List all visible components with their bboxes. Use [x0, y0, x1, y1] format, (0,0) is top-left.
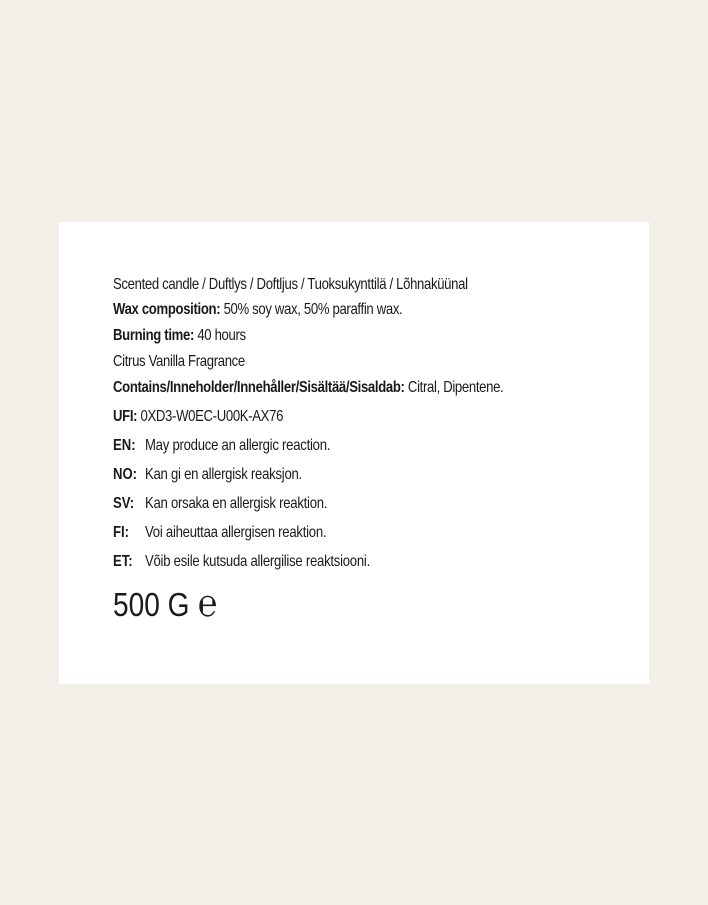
ufi-value: 0XD3-W0EC-U00K-AX76: [137, 408, 284, 425]
product-names: Scented candle / Duftlys / Doftljus / Tuoksukynttilä / Lõhnaküünal: [113, 276, 468, 293]
net-weight-value: 500 G: [113, 586, 190, 623]
warning-code: NO:: [113, 466, 138, 483]
warning-et: [113, 553, 419, 571]
warning-text: Võib esile kutsuda allergilise reaktsiooni.: [145, 553, 370, 570]
burning-time-label: Burning time:: [113, 327, 195, 344]
wax-composition-value: 50% soy wax, 50% paraffin wax.: [220, 301, 403, 318]
warning-text: Voi aiheuttaa allergisen reaktion.: [145, 524, 327, 541]
estimated-sign-icon: ℮: [197, 581, 218, 625]
contains-label: Contains/Inneholder/Innehåller/Sisältää/Sisaldab:: [113, 379, 405, 396]
contains: [113, 379, 503, 397]
burning-time: [113, 327, 246, 345]
ufi-label: UFI:: [113, 408, 138, 425]
wax-composition-label: Wax composition:: [113, 301, 221, 318]
ufi-code: [113, 408, 283, 426]
burning-time-value: 40 hours: [194, 327, 246, 344]
warning-en: [113, 437, 371, 455]
warning-text: Kan gi en allergisk reaksjon.: [145, 466, 302, 483]
warning-code: SV:: [113, 495, 135, 512]
warning-fi: [113, 524, 366, 542]
fragrance-name: Citrus Vanilla Fragrance: [113, 353, 245, 370]
net-weight: [113, 581, 218, 625]
contains-value: Citral, Dipentene.: [404, 379, 504, 396]
warning-code: ET:: [113, 553, 133, 570]
warning-text: May produce an allergic reaction.: [145, 437, 331, 454]
product-label-card: [59, 222, 649, 684]
warning-code: EN:: [113, 437, 136, 454]
warning-no: [113, 466, 336, 484]
warning-text: Kan orsaka en allergisk reaktion.: [145, 495, 328, 512]
warning-code: FI:: [113, 524, 130, 541]
warning-sv: [113, 495, 367, 513]
wax-composition: [113, 301, 402, 319]
